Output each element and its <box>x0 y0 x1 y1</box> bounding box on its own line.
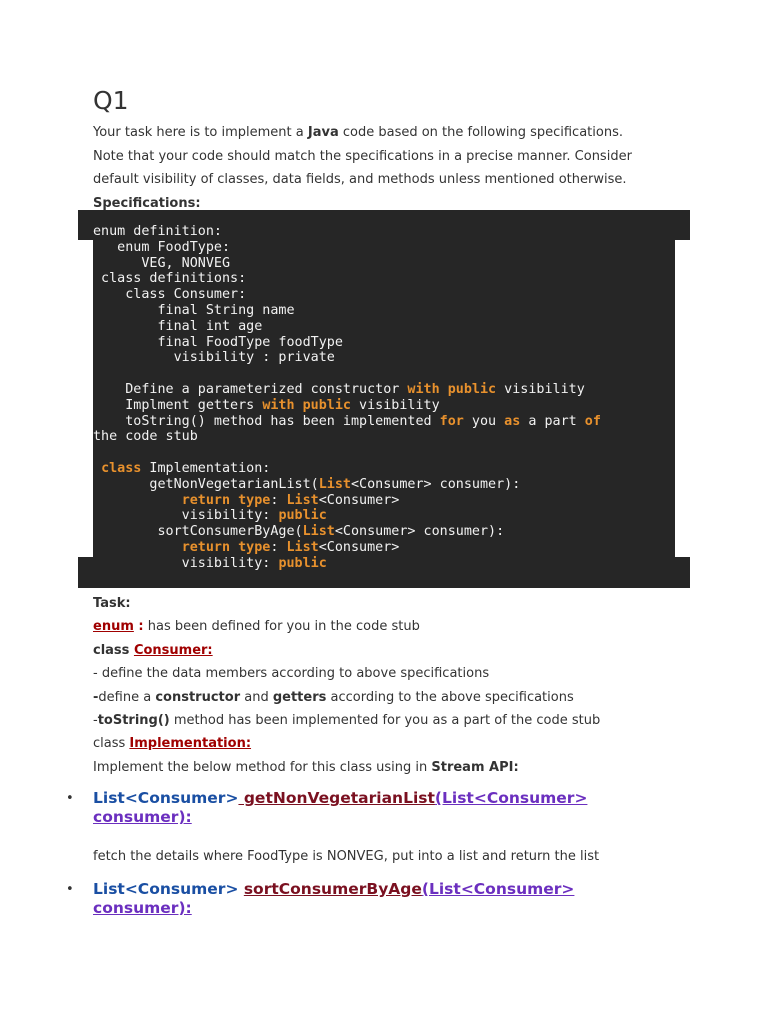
enum-line <box>93 615 693 638</box>
implementation-link[interactable]: Implementation: <box>129 736 252 752</box>
code-line-segment: visibility <box>496 381 585 397</box>
intro-line-3: default visibility of classes, data fields, and methods unless mentioned otherwise. <box>93 172 627 187</box>
code-line-segment: public <box>447 381 497 397</box>
method-params-cont[interactable]: consumer): <box>93 898 192 917</box>
method-params[interactable]: (List<Consumer> <box>421 879 575 898</box>
method-link-getnonvegetarianlist[interactable]: getNonVegetarianList <box>238 789 435 808</box>
method-item-2 <box>66 879 693 918</box>
code-line-segment: final String name <box>93 302 295 318</box>
code-line-segment: return type <box>181 539 271 555</box>
consumer-link[interactable]: Consumer: <box>133 642 213 658</box>
code-line-segment <box>93 461 101 476</box>
document-body <box>93 84 683 215</box>
code-line-segment: visibility: <box>93 508 279 524</box>
code-line-segment: the code stub <box>93 429 198 445</box>
return-type: List<Consumer> <box>93 789 239 808</box>
method-list <box>66 789 693 827</box>
intro-text: Your task here is to implement a <box>93 125 308 140</box>
code-line-segment: class <box>101 460 142 476</box>
code-line-segment: public <box>278 508 327 524</box>
code-line-segment: as <box>504 413 521 429</box>
enum-text: has been defined for you in the code stub <box>143 619 420 635</box>
stream-api-line <box>93 756 693 779</box>
spec-label-text: Specifications: <box>93 195 201 211</box>
bullet-icon: • <box>66 791 74 807</box>
code-line-segment: class Consumer: <box>93 287 247 303</box>
code-line-segment: <Consumer> <box>318 492 400 508</box>
specification-code <box>93 224 601 572</box>
intro-line-2: Note that your code should match the specifications in a precise manner. Consider <box>93 148 632 164</box>
return-type: List<Consumer> <box>93 879 244 898</box>
text: method has been implemented for you as a part of the code stub <box>169 713 601 729</box>
method-item-1 <box>66 789 693 827</box>
text: and <box>240 689 273 705</box>
method-link-sortconsumerbyage[interactable]: sortConsumerByAge <box>243 879 422 898</box>
code-line-segment: public <box>278 555 327 571</box>
code-line-segment: List <box>318 476 351 492</box>
code-line-segment: List <box>302 524 335 540</box>
tostring-keyword: toString() <box>97 713 170 729</box>
text: define a <box>98 689 156 705</box>
class-word: class <box>93 736 130 752</box>
code-line-segment: with <box>407 381 440 397</box>
method-1-description: fetch the details where FoodType is NONVEG, put into a list and return the list <box>93 849 600 865</box>
question-heading: Q1 <box>93 86 129 115</box>
task-section <box>66 592 693 918</box>
code-line-segment: sortConsumerByAge( <box>93 524 303 540</box>
text: Implement the below method for this class using in <box>93 759 432 775</box>
code-line-segment: enum FoodType: <box>93 239 231 255</box>
code-line-segment: <Consumer> consumer): <box>334 524 505 540</box>
method-params[interactable]: (List<Consumer> <box>434 789 588 808</box>
consumer-class-line <box>93 639 693 662</box>
code-line-segment: final int age <box>93 318 263 334</box>
code-line-segment: return type <box>181 492 271 508</box>
java-keyword: Java <box>307 125 339 140</box>
code-line-segment: <Consumer> <box>318 539 400 555</box>
implementation-class-line <box>93 732 693 755</box>
code-line-segment: visibility: <box>93 555 279 571</box>
enum-colon: : <box>133 619 144 635</box>
intro-text: code based on the following specifications. <box>338 125 623 140</box>
intro-line-1 <box>93 121 683 145</box>
code-line-segment: visibility : private <box>93 350 335 366</box>
code-line-segment: with <box>262 397 295 413</box>
code-line-segment: Implment getters <box>93 397 263 413</box>
code-block <box>78 210 690 588</box>
code-line-segment: for <box>439 413 464 429</box>
code-line-segment: enum definition: <box>93 224 222 239</box>
bullet-icon: • <box>66 881 74 897</box>
dash: - <box>93 713 98 729</box>
code-line-segment: : <box>270 492 287 508</box>
code-line-segment <box>93 493 182 508</box>
code-line-segment: you <box>463 413 505 429</box>
code-block-right-margin <box>675 240 690 557</box>
code-line-segment <box>93 540 182 555</box>
task-label <box>93 592 693 615</box>
code-line-segment <box>295 398 303 413</box>
dash: - <box>93 689 99 705</box>
code-line-segment: Implementation: <box>141 460 271 476</box>
method-list-2 <box>66 879 693 918</box>
code-block-left-margin <box>78 240 93 557</box>
constructor-keyword: constructor <box>155 689 241 705</box>
code-line-segment: getNonVegetarianList( <box>93 476 319 492</box>
code-line-segment: Define a parameterized constructor <box>93 381 408 397</box>
method-params-cont[interactable]: consumer): <box>93 808 192 827</box>
code-line-segment: of <box>584 413 601 429</box>
stream-api-keyword: Stream API: <box>431 759 519 775</box>
task-bullet-1: - define the data members according to above specifications <box>93 666 490 682</box>
code-line-segment: VEG, NONVEG <box>93 255 231 271</box>
code-line-segment: public <box>302 397 351 413</box>
class-word: class <box>93 642 134 658</box>
code-line-segment: class definitions: <box>93 271 247 287</box>
code-line-segment: final FoodType foodType <box>93 334 343 350</box>
code-line-segment: toString() method has been implemented <box>93 413 440 429</box>
getters-keyword: getters <box>272 689 327 705</box>
enum-link[interactable]: enum <box>93 619 134 635</box>
text: according to the above specifications <box>326 689 574 705</box>
code-line-segment: List <box>286 492 319 508</box>
code-line-segment: : <box>270 539 287 555</box>
code-line-segment <box>440 382 448 397</box>
code-line-segment: List <box>286 539 319 555</box>
task-bullet-3 <box>93 709 693 732</box>
code-line-segment: a part <box>520 413 585 429</box>
code-line-segment: visibility <box>351 397 440 413</box>
code-line-segment: <Consumer> consumer): <box>350 476 521 492</box>
task-label-text: Task: <box>93 596 131 611</box>
task-bullet-2 <box>93 686 693 709</box>
